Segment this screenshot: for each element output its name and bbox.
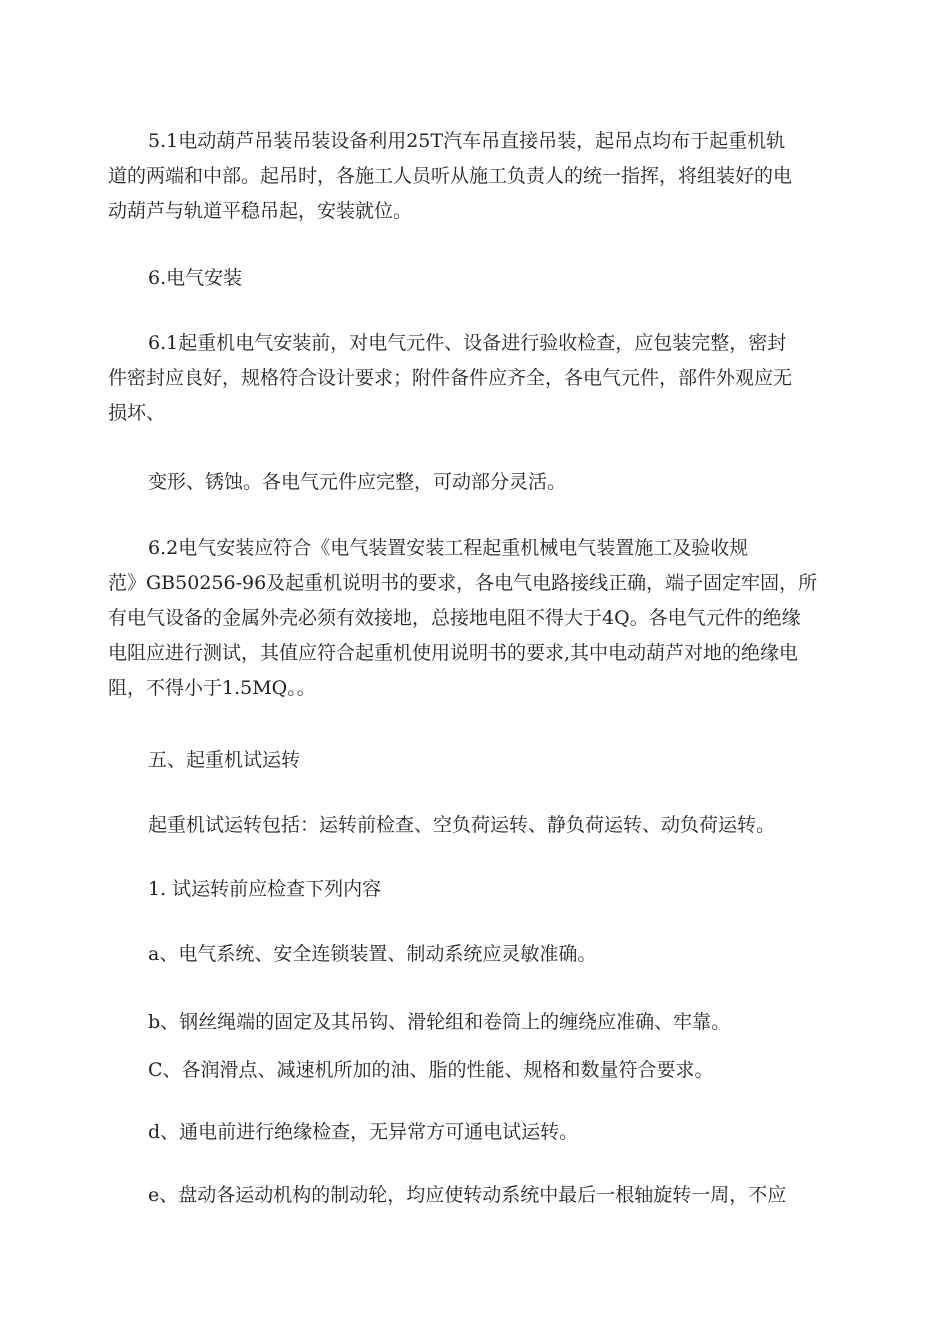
text-line: 5.1电动葫芦吊装吊装设备利用25T汽车吊直接吊装，起吊点均布于起重机轨 [148,130,786,152]
paragraph-6-1 [108,326,848,431]
list-item-c [148,1053,848,1088]
list-item-b [148,1005,848,1040]
text-line: 阻，不得小于1.5MQ。。 [108,677,316,699]
text-line: 范》GB50256-96及起重机说明书的要求，各电气电路接线正确，端子固定牢固，所 [108,572,818,594]
heading-text: 五、起重机试运转 [148,749,301,771]
text-line: 有电气设备的金属外壳必须有效接地，总接地电阻不得大于4Q。各电气元件的绝缘 [108,607,801,629]
list-item-1 [148,872,848,907]
text-line: 损坏、 [108,402,166,424]
paragraph-5-1 [108,124,848,229]
list-item-d [148,1115,848,1150]
text-line: 6.1起重机电气安装前，对电气元件、设备进行验收检查，应包装完整，密封 [148,332,787,354]
list-item-e [148,1178,848,1213]
text-line: b、钢丝绳端的固定及其吊钩、滑轮组和卷筒上的缠绕应准确、牢靠。 [148,1011,731,1033]
paragraph-6-1-continued [148,465,848,500]
text-line: 动葫芦与轨道平稳吊起，安装就位。 [108,200,413,222]
text-line: 变形、锈蚀。各电气元件应完整，可动部分灵活。 [148,471,567,493]
section-heading-6 [148,261,848,296]
list-item-a [148,937,848,972]
paragraph-trial-run [148,808,848,843]
section-heading-5 [148,743,848,778]
text-line: C、各润滑点、减速机所加的油、脂的性能、规格和数量符合要求。 [148,1059,714,1081]
text-line: 1. 试运转前应检查下列内容 [148,878,382,900]
text-line: 电阻应进行测试，其值应符合起重机使用说明书的要求,其中电动葫芦对地的绝缘电 [108,642,799,664]
text-line: 道的两端和中部。起吊时，各施工人员听从施工负责人的统一指挥，将组装好的电 [108,165,793,187]
text-line: d、通电前进行绝缘检查，无异常方可通电试运转。 [148,1121,579,1143]
text-line: e、盘动各运动机构的制动轮，均应使转动系统中最后一根轴旋转一周，不应 [148,1184,787,1206]
text-line: 6.2电气安装应符合《电气装置安装工程起重机械电气装置施工及验收规 [148,537,749,559]
text-line: a、电气系统、安全连锁装置、制动系统应灵敏准确。 [148,943,597,965]
text-line: 起重机试运转包括：运转前检查、空负荷运转、静负荷运转、动负荷运转。 [148,814,776,836]
text-line: 件密封应良好，规格符合设计要求；附件备件应齐全，各电气元件，部件外观应无 [108,367,793,389]
heading-text: 6.电气安装 [148,267,243,289]
paragraph-6-2 [108,531,848,706]
